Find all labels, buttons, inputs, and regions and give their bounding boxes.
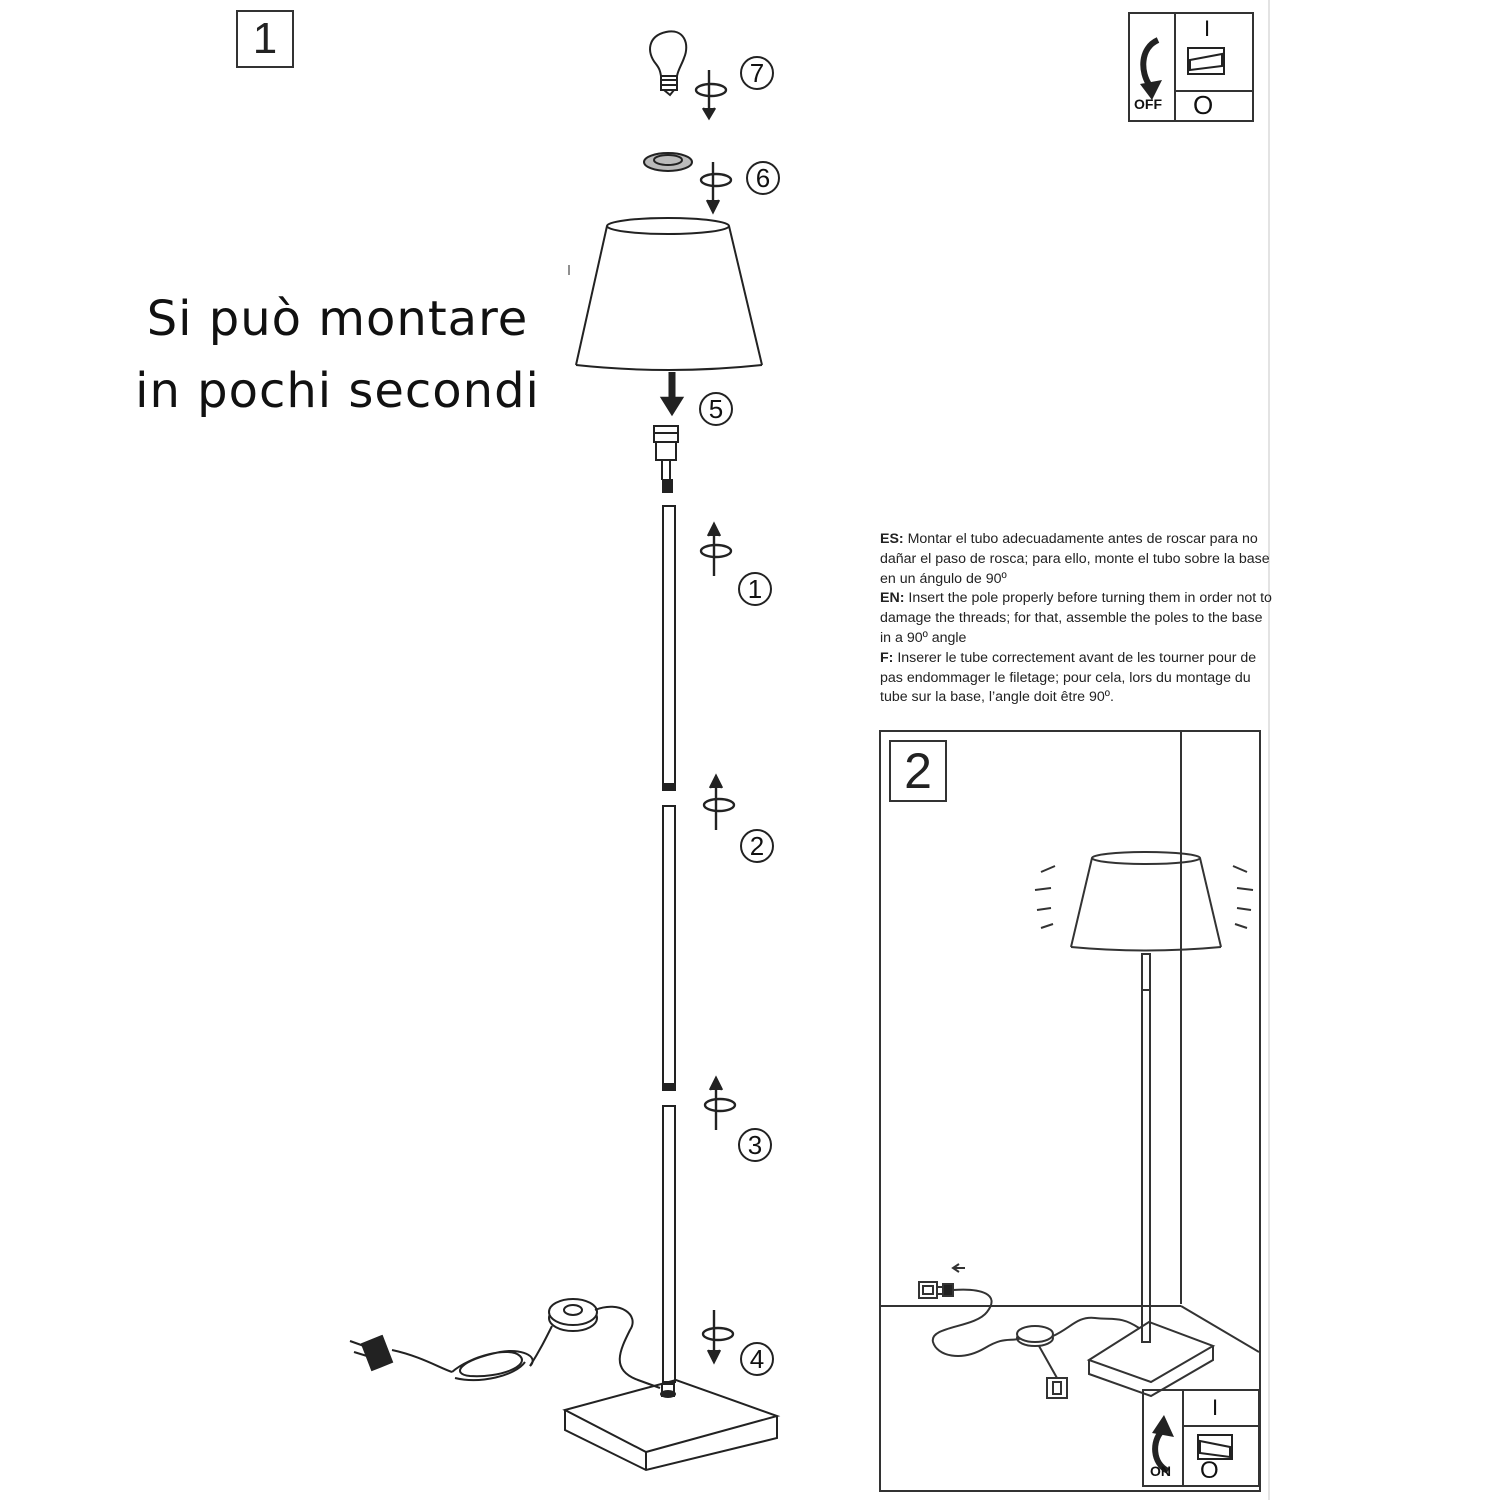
plug-icon (350, 1336, 452, 1372)
caption-line-2: in pochi secondi (135, 363, 540, 419)
lampshade-icon (569, 218, 762, 370)
on-on-mark: I (1212, 1395, 1219, 1420)
off-off-mark: O (1193, 90, 1214, 120)
power-switch-off (1128, 12, 1254, 122)
instruction-fr-text: Inserer le tube correctement avant de les tourner pour de pas endommager le filetage; pour cela, lors du montage du tube sur la base, l’angle doit être 90º. (880, 649, 1257, 706)
ring-icon (644, 153, 692, 171)
pole-icon (663, 506, 675, 1382)
socket-icon (654, 426, 678, 492)
instruction-en-lang: EN: (880, 590, 905, 607)
instruction-en (880, 589, 1275, 648)
step-2-panel (879, 730, 1261, 1492)
foot-switch-icon (549, 1299, 597, 1331)
on-label: ON (1150, 1463, 1171, 1479)
assembled-lamp-diagram (881, 732, 1259, 1490)
off-label: OFF (1134, 96, 1162, 112)
callout-5: 5 (699, 392, 733, 426)
off-on-mark: I (1204, 16, 1211, 41)
caption-line-1: Si può montare (146, 291, 529, 347)
instruction-fr (880, 649, 1275, 708)
instruction-es-lang: ES: (880, 531, 904, 547)
bulb-icon (650, 31, 686, 95)
callout-7: 7 (740, 56, 774, 90)
base-icon (565, 1380, 777, 1470)
instruction-en-text: Insert the pole properly before turning them in order not to damage the threads; for that, assemble the poles to the base in a 90º angle (880, 590, 1272, 646)
callout-1: 1 (738, 572, 772, 606)
callout-3: 3 (738, 1128, 772, 1162)
callout-4: 4 (740, 1342, 774, 1376)
step-1-number: 1 (252, 14, 278, 63)
callout-2: 2 (740, 829, 774, 863)
instruction-fr-lang: F: (880, 649, 894, 666)
instruction-es-text: Montar el tubo adecuadamente antes de roscar para no dañar el paso de rosca; para ello, monte el tubo sobre la base en un ángulo de 90º (880, 531, 1270, 587)
step-2-number: 2 (904, 743, 932, 799)
rotate-arrow-icon (662, 70, 735, 1362)
callout-6: 6 (746, 161, 780, 195)
on-off-mark: O (1200, 1457, 1219, 1484)
instructions (880, 530, 1275, 708)
instruction-es (880, 530, 1275, 589)
power-switch-on (1142, 1389, 1260, 1487)
